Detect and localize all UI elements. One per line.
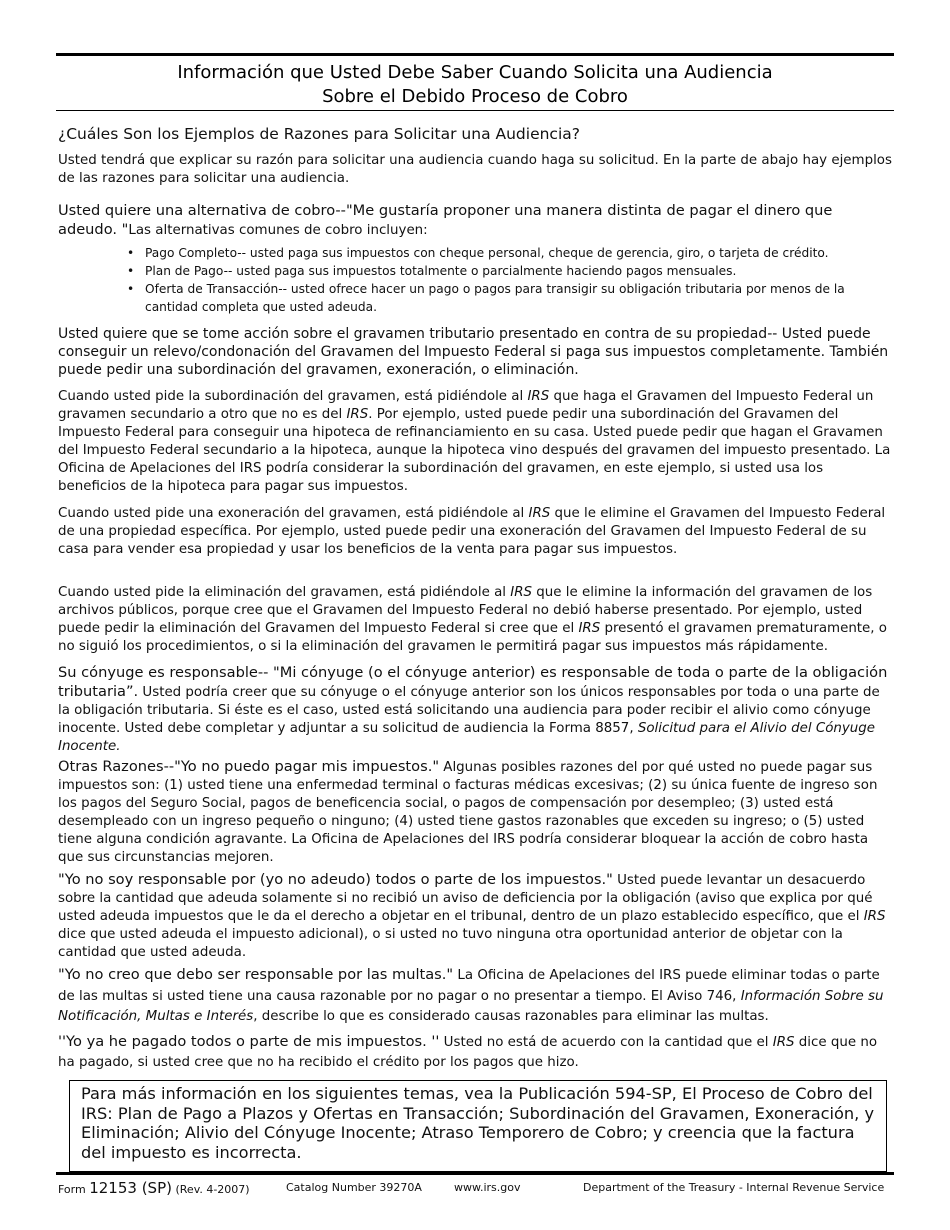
pagado-paragraph <box>58 1032 894 1073</box>
exoneracion-text-1: Cuando usted pide una exoneración del gravamen, está pidiéndole al <box>58 506 529 521</box>
irs-term: IRS <box>863 909 886 924</box>
conyuge-paragraph <box>58 664 894 756</box>
list-item: • Plan de Pago-- usted paga sus impuestos totalmente o parcialmente haciendo pagos mensuales. <box>127 262 887 280</box>
intro-paragraph: Usted tendrá que explicar su razón para solicitar una audiencia cuando haga su solicitud. En la parte de abajo hay ejemplos de las razones para solicitar una audiencia. <box>58 153 892 186</box>
form-number-value: 12153 (SP) <box>89 1179 172 1197</box>
catalog-number: Catalog Number 39270A <box>286 1181 422 1194</box>
irs-term: IRS <box>527 389 550 404</box>
subordinacion-text-3: . Por ejemplo, usted puede pedir una subordinación del Gravamen del Impuesto Federal para conseguir una hipoteca de refinanciamiento en su casa. Usted puede pedir que hagan el Gravamen del Impuesto Federal secundario a la hipoteca, aunque la hipoteca vino después del gravamen del impuesto presentado. La Oficina de Apelaciones del IRS podría considerar la subordinación del gravamen, en este ejemplo, si usted usa los beneficios de la hipoteca para pagar sus impuestos. <box>58 407 891 494</box>
eliminacion-text-2: que le elimine la información del gravamen de los archivos públicos, porque cree que el Gravamen del Impuesto Federal no debió haberse presentado. Por ejemplo, usted puede pedir la eliminación del Gravamen del Impuesto Federal si cree que el <box>58 585 873 636</box>
no-responsable-text-2: dice que usted adeuda el impuesto adicional), o si usted no tuvo ninguna otra oportunidad anterior de objetar con la cantidad que usted adeuda. <box>58 927 843 960</box>
eliminacion-text-1: Cuando usted pide la eliminación del gravamen, está pidiéndole al <box>58 585 511 600</box>
eliminacion-paragraph <box>58 584 894 656</box>
form-number <box>58 1180 250 1198</box>
title-line-2: Sobre el Debido Proceso de Cobro <box>322 86 628 107</box>
eliminacion-text-3: presentó el gravamen prematuramente, o no siguió los procedimientos, o si la eliminación del gravamen le permitirá pagar sus impuestos más rápidamente. <box>58 621 888 654</box>
subordinacion-paragraph <box>58 388 894 496</box>
alternativa-cobro-lead: Usted quiere una alternativa de cobro--"Me gustaría proponer una manera distinta de pagar el dinero que adeudo. " <box>58 202 833 238</box>
website-link[interactable]: www.irs.gov <box>454 1181 521 1194</box>
section-heading: ¿Cuáles Son los Ejemplos de Razones para Solicitar una Audiencia? <box>58 125 580 143</box>
exoneracion-text-2: que le elimine el Gravamen del Impuesto Federal de una propiedad específica. Por ejemplo, usted puede pedir una exoneración del Gravamen del Impuesto Federal de su casa para vender esa propiedad y usar los beneficios de la venta para pagar sus impuestos. <box>58 506 886 557</box>
multas-text-2: , describe lo que es considerado causas razonables para eliminar las multas. <box>253 1009 769 1024</box>
agency-name: Department of the Treasury - Internal Revenue Service <box>583 1181 885 1194</box>
irs-term: IRS <box>772 1035 795 1050</box>
otras-razones-lead: Otras Razones--"Yo no puedo pagar mis impuestos." <box>58 758 440 775</box>
pagado-text-2: dice que no ha pagado, si usted cree que no ha recibido el crédito por los pagos que hizo. <box>58 1035 878 1070</box>
bottom-rule <box>56 1172 894 1175</box>
form-8857-title: Solicitud para el Alivio del Cónyuge Inocente. <box>58 721 876 754</box>
form-label: Form <box>58 1183 86 1196</box>
multas-paragraph <box>58 965 894 1028</box>
multas-text-1: La Oficina de Apelaciones del IRS puede eliminar todas o parte de las multas si usted tiene una causa razonable por no pagar o no presentar a tiempo. El Aviso 746, <box>58 968 880 1004</box>
otras-razones-body: Algunas posibles razones del por qué usted no puede pagar sus impuestos son: (1) usted tiene una enfermedad terminal o facturas médicas excesivas; (2) su única fuente de ingreso son los pagos del Seguro Social, pagos de beneficencia social, o pagos de compensación por desempleo; (3) usted está desempleado con un ingreso pequeño o ninguno; (4) usted tiene gastos razonables que exceden su ingreso; o (5) usted tiene alguna condición agravante. La Oficina de Apelaciones del IRS podría considerar bloquear la acción de cobro hasta que sus circunstancias mejoren. <box>58 760 878 865</box>
alternativa-cobro-rest: Las alternativas comunes de cobro incluyen: <box>128 223 428 238</box>
irs-term: IRS <box>578 621 601 636</box>
conyuge-lead: Su cónyuge es responsable-- "Mi cónyuge (o el cónyuge anterior) es responsable de toda o parte de la obligación tributaria”. <box>58 664 888 700</box>
no-responsable-text-1: Usted puede levantar un desacuerdo sobre la cantidad que adeuda solamente si no recibió un aviso de deficiencia por la obligación (aviso que explica por qué usted adeuda impuestos que le da el derecho a objetar en el tribunal, dentro de un plazo establecido específico, que el <box>58 873 873 924</box>
form-revision: (Rev. 4-2007) <box>175 1183 250 1196</box>
aviso-746-title: Información Sobre su Notificación, Multas e Interés <box>58 988 884 1024</box>
list-item: • Oferta de Transacción-- usted ofrece hacer un pago o pagos para transigir su obligación tributaria por menos de la cantidad completa que usted adeuda. <box>127 280 887 316</box>
gravamen-paragraph: Usted quiere que se tome acción sobre el gravamen tributario presentado en contra de su propiedad-- Usted puede conseguir un relevo/condonación del Gravamen del Impuesto Federal si paga sus impuestos completamente. También puede pedir una subordinación del gravamen, exoneración, o eliminación. <box>58 326 889 378</box>
irs-term: IRS <box>510 585 533 600</box>
pagado-lead: ''Yo ya he pagado todos o parte de mis impuestos. '' <box>58 1033 440 1050</box>
alternativa-cobro-paragraph <box>58 202 894 240</box>
more-info-box: Para más información en los siguientes temas, vea la Publicación 594-SP, El Proceso de Cobro del IRS: Plan de Pago a Plazos y Ofertas en Transacción; Subordinación del Gravamen, Exoneración, y Eliminación; Alivio del Cónyuge Inocente; Atraso Temporero de Cobro; y creencia que la factura del impuesto es incorrecta. <box>69 1080 887 1172</box>
title-line-1: Información que Usted Debe Saber Cuando Solicita una Audiencia <box>177 62 773 83</box>
otras-razones-paragraph <box>58 758 894 867</box>
top-rule <box>56 53 894 56</box>
cobro-alternatives-list <box>127 244 887 316</box>
exoneracion-paragraph <box>58 505 894 559</box>
list-item: • Pago Completo-- usted paga sus impuestos con cheque personal, cheque de gerencia, giro, o tarjeta de crédito. <box>127 244 887 262</box>
conyuge-body: Usted podría creer que su cónyuge o el cónyuge anterior son los únicos responsables por toda o una parte de la obligación tributaria. Si éste es el caso, usted está solicitando una audiencia para poder recibir el alivio como cónyuge inocente. Usted debe completar y adjuntar a su solicitud de audiencia la Forma 8857, <box>58 685 880 736</box>
irs-term: IRS <box>528 506 551 521</box>
title-rule <box>56 110 894 111</box>
multas-lead: "Yo no creo que debo ser responsable por las multas." <box>58 966 454 983</box>
pagado-text-1: Usted no está de acuerdo con la cantidad que el <box>439 1035 773 1050</box>
subordinacion-text-2: que haga el Gravamen del Impuesto Federal un gravamen secundario a otro que no es del <box>58 389 874 422</box>
no-responsable-paragraph <box>58 871 894 962</box>
subordinacion-text-1: Cuando usted pide la subordinación del gravamen, está pidiéndole al <box>58 389 528 404</box>
no-responsable-lead: "Yo no soy responsable por (yo no adeudo) todos o parte de los impuestos." <box>58 871 613 888</box>
page-title <box>56 61 894 109</box>
irs-term: IRS <box>346 407 369 422</box>
